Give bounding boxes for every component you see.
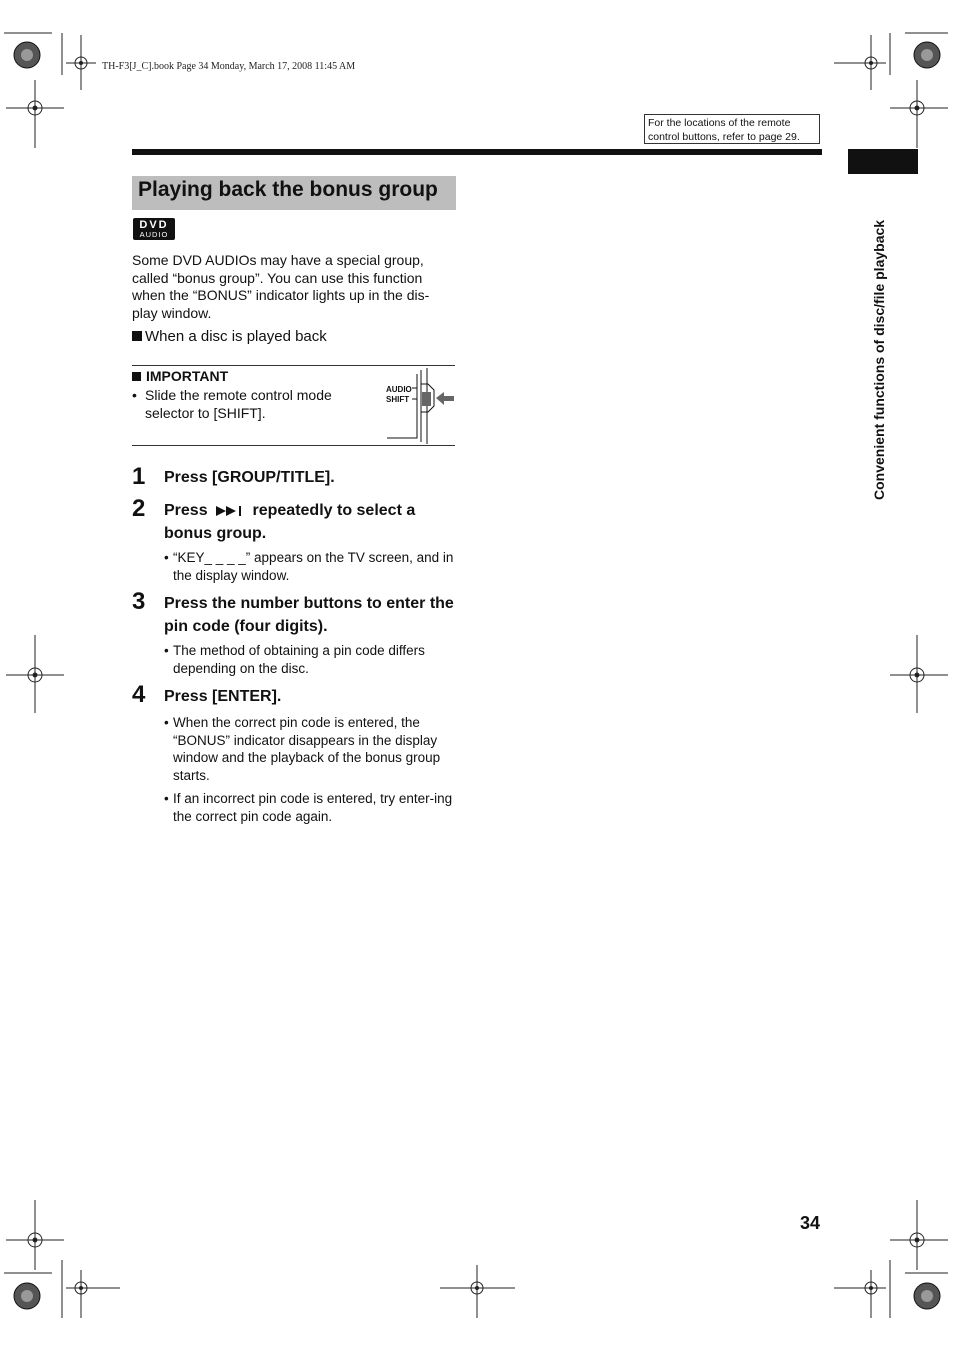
- important-heading-text: IMPORTANT: [146, 368, 229, 384]
- important-text: [132, 386, 357, 422]
- step-title: Press [GROUP/TITLE].: [164, 469, 335, 486]
- switch-label-audio: AUDIO: [386, 385, 412, 394]
- important-bottom-rule: [132, 445, 455, 446]
- step-number: 2: [132, 495, 146, 522]
- step-title-part: Press: [164, 502, 208, 519]
- step-note: [164, 714, 454, 784]
- bullet: •: [164, 791, 169, 806]
- step-note-text: When the correct pin code is entered, the “BONUS” indicator disappears in the display window and the playback of the bonus group starts.: [173, 715, 441, 783]
- dvd-logo-top: DVD: [139, 219, 169, 231]
- step-note: [164, 790, 454, 825]
- step-title: [164, 499, 459, 545]
- bullet: •: [164, 550, 169, 565]
- mode-selector-switch-figure: [384, 366, 456, 444]
- side-tab-marker: [848, 149, 918, 174]
- intro-line: play window.: [132, 304, 212, 321]
- dvd-audio-logo: [133, 218, 175, 240]
- arrow-left-icon: [436, 392, 454, 405]
- header-rule: [132, 149, 822, 155]
- intro-line: called “bonus group”. You can use this function: [132, 269, 423, 286]
- square-bullet-icon: [132, 372, 141, 381]
- bullet: •: [164, 715, 169, 730]
- intro-paragraph: [132, 252, 447, 322]
- reference-note-line-1: For the locations of the remote: [648, 117, 791, 129]
- subheading-text: When a disc is played back: [145, 328, 327, 345]
- reference-note-line-2: control buttons, refer to page 29.: [648, 131, 800, 143]
- switch-label-shift: SHIFT: [386, 395, 410, 404]
- step-note-text: The method of obtaining a pin code differs depending on the disc.: [173, 643, 425, 676]
- print-header: TH-F3[J_C].book Page 34 Monday, March 17, 2008 11:45 AM: [102, 61, 356, 72]
- step-note-text: “KEY_ _ _ _” appears on the TV screen, and in the display window.: [173, 550, 454, 583]
- intro-line: Some DVD AUDIOs may have a special group,: [132, 252, 424, 268]
- step-title-part: repeatedly to select a bonus group.: [164, 502, 416, 542]
- skip-forward-icon: [214, 505, 246, 517]
- step-note: [164, 549, 454, 584]
- step-number: 4: [132, 681, 146, 708]
- step-title: Press [ENTER].: [164, 688, 282, 705]
- intro-line: when the “BONUS” indicator lights up in the dis-: [132, 287, 430, 303]
- section-title: Playing back the bonus group: [138, 178, 438, 201]
- important-heading: [132, 368, 228, 384]
- important-instruction: Slide the remote control mode selector to [SHIFT].: [145, 387, 332, 421]
- step-number: 1: [132, 463, 146, 490]
- square-bullet-icon: [132, 331, 142, 341]
- bullet: •: [132, 387, 137, 403]
- subheading: [132, 328, 327, 345]
- reference-note-box: [644, 114, 820, 144]
- step-note: [164, 642, 454, 677]
- dvd-logo-bottom: AUDIO: [139, 230, 169, 239]
- side-tab-label: Convenient functions of disc/file playback: [871, 219, 887, 500]
- step-title: Press the number buttons to enter the pin code (four digits).: [164, 595, 454, 635]
- step-note-text: If an incorrect pin code is entered, try enter-ing the correct pin code again.: [173, 791, 453, 824]
- step-number: 3: [132, 588, 146, 615]
- page-number: 34: [800, 1213, 821, 1233]
- bullet: •: [164, 643, 169, 658]
